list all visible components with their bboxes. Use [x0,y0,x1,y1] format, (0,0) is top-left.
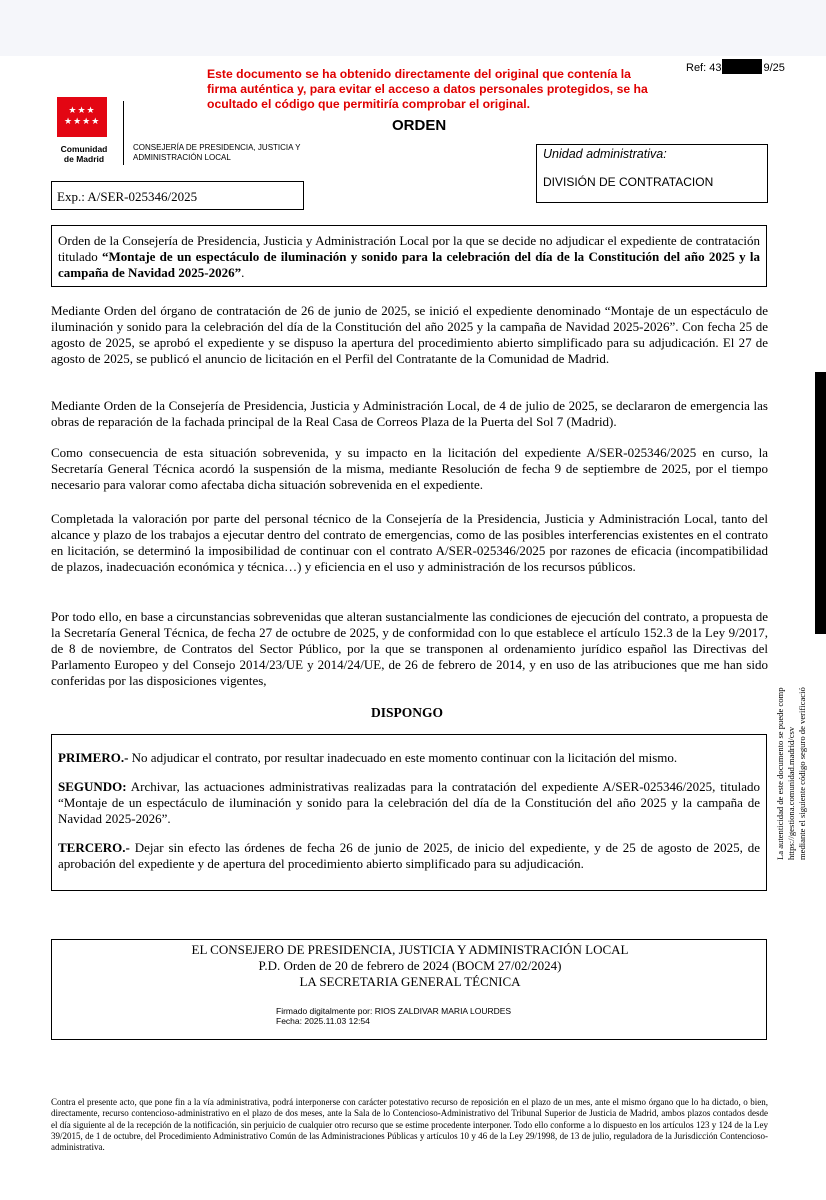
redaction-warning: Este documento se ha obtenido directamente del original que contenía la firma auténtica y, para evitar el acceso a datos personales protegidos, se ha ocultado el código que permitiría comprobar el original. [207,67,648,111]
paragraph-2: Mediante Orden de la Consejería de Presidencia, Justicia y Administración Local, de 4 de julio de 2025, se declararon de emergencia las obras de reparación de la fachada principal de la Real Casa de Correos Plaza de la Puerta del Sol 7 (Madrid). [51,398,768,429]
verification-note [775,660,821,860]
comunidad-madrid-logo [57,97,107,137]
paragraph-4: Completada la valoración por parte del personal técnico de la Consejería de la Presidencia, Justicia y Administración Local, tanto del alcance y plazo de los trabajos a ejecutar dentro del contrato de emergencias, como de las posibles interferencias existentes en el contrato en licitación, se determinó la imposibilidad de continuar con el contrato A/SER-025346/2025 por razones de eficacia (incompatibilidad de plazos, inadecuación económica y técnica…) y eficiencia en el uso y administración de los recursos públicos. [51,511,768,574]
consejeria-name: CONSEJERÍA DE PRESIDENCIA, JUSTICIA Y ADMINISTRACIÓN LOCAL [133,143,301,162]
digital-signature [276,1006,511,1026]
redaction-bar [722,59,762,74]
paragraph-5: Por todo ello, en base a circunstancias sobrevenidas que alteran sustancialmente las condiciones de ejecución del contrato, a propuesta de la Secretaría General Técnica, de fecha 27 de octubre de 2025, y de conformidad con lo que establece el artículo 152.3 de la Ley 9/2017, de 8 de noviembre, de Contratos del Sector Público, por la que se transponen al ordenamiento jurídico español las Directivas del Parlamento Europeo y del Consejo 2014/23/UE y 2014/24/UE, de 26 de febrero de 2014, y en uso de las atribuciones que me han sido conferidas por las disposiciones vigentes, [51,609,768,688]
dispongo-heading: DISPONGO [371,705,444,720]
disposition-label: TERCERO.- [58,840,130,855]
intro-title: “Montaje de un espectáculo de iluminación y sonido para la celebración del día de la Constitución del año 2025 y la campaña de Navidad 2025-2026” [58,249,761,280]
unidad-administrativa-box [536,144,768,203]
disposition-text: Archivar, las actuaciones administrativas realizadas para la contratación del expediente A/SER-025346/2025, titulado “Montaje de un espectáculo de iluminación y sonido para la celebración del día de la Constitución del año 2025 y la campaña de Navidad 2025-2026”. [58,779,760,826]
verification-black-bar [815,372,826,634]
paragraph-3: Como consecuencia de esta situación sobrevenida, y su impacto en la licitación del expediente A/SER-025346/2025 en curso, la Secretaría General Técnica acordó la suspensión de la misma, mediante Resolución de fecha 9 de septiembre de 2025, por el tiempo necesario para valorar como afectaba dicha situación sobrevenida en el expediente. [51,445,768,492]
document-title: ORDEN [392,117,447,134]
reference-number [686,59,785,74]
paragraph-1: Mediante Orden del órgano de contratación de 26 de junio de 2025, se inició el expediente denominado “Montaje de un espectáculo de iluminación y sonido para la celebración del día de la Constitución del año 2025 y la campaña de Navidad 2025-2026”. Con fecha 25 de agosto de 2025, se aprobó el expediente y se dispuso la apertura del procedimiento abierto simplificado para su adjudicación. El 27 de agosto de 2025, se publicó el anuncio de licitación en el Perfil del Contratante de la Comunidad de Madrid. [51,303,768,366]
signature-box [51,939,767,1040]
signer-role: LA SECRETARIA GENERAL TÉCNICA [299,974,521,989]
disposition-label: PRIMERO.- [58,750,129,765]
header-divider [123,101,124,165]
dispositions-box [51,734,767,891]
intro-end: . [241,265,245,280]
logo-line-1: Comunidad [60,144,108,154]
disposition-tercero [58,840,760,872]
delegation-order: P.D. Orden de 20 de febrero de 2024 (BOCM 27/02/2024) [258,958,562,973]
unidad-label: Unidad administrativa: [543,147,667,161]
logo-text [54,144,114,164]
unidad-value: DIVISIÓN DE CONTRATACION [543,175,714,189]
logo-line-2: de Madrid [63,154,105,164]
signature-date: Fecha: 2025.11.03 12:54 [276,1016,370,1026]
disposition-text: No adjudicar el contrato, por resultar inadecuado en este momento continuar con la licitación del mismo. [128,750,678,765]
verification-line-3: mediante el siguiente código seguro de verificació [797,687,807,860]
intro-text: Orden de la Consejería de Presidencia, Justicia y Administración Local por la que se decide no adjudicar el expediente de contratación titulado [58,233,760,264]
stars-icon: ★★★ ★★★★ [64,105,101,126]
signed-by: Firmado digitalmente por: RIOS ZALDIVAR MARIA LOURDES [276,1006,512,1016]
signature-lines [52,942,768,990]
intro-box [51,225,767,287]
signer-title: EL CONSEJERO DE PRESIDENCIA, JUSTICIA Y ADMINISTRACIÓN LOCAL [191,942,629,957]
disposition-text: Dejar sin efecto las órdenes de fecha 26 de junio de 2025, de inicio del expediente, y de 25 de agosto de 2025, de aprobación del expediente y de apertura del procedimiento abierto simplificado para su adjudicación. [58,840,760,871]
legal-footer: Contra el presente acto, que pone fin a la vía administrativa, podrá interponerse con carácter potestativo recurso de reposición en el plazo de un mes, ante el mismo órgano que lo ha dictado, o bien, directamente, recurso contencioso-administrativo en el plazo de dos meses, ante la Sala de lo Contencioso-Administrativo del Tribunal Superior de Justicia de Madrid, ambos plazos contados desde el día siguiente al de la recepción de la notificación, sin perjuicio de cualquier otro recurso que se estime procedente interponer. Todo ello conforme a lo dispuesto en los artículos 123 y 124 de la Ley 39/2015, de 1 de octubre, del Procedimiento Administrativo Común de las Administraciones Públicas y artículos 10 y 46 de la Ley 29/1998, de 13 de julio, reguladora de la Jurisdicción Contencioso-administrativa. [51,1097,768,1153]
verification-url[interactable]: https://gestiona.comunidad.madrid/csv [786,726,796,860]
ref-prefix: Ref: 43 [686,62,722,74]
disposition-primero [58,750,760,766]
verification-line-1: La autenticidad de este documento se puede comp [775,687,785,860]
viewer-top-bar [0,0,826,56]
disposition-label: SEGUNDO: [58,779,127,794]
ref-suffix: 9/25 [763,62,785,74]
disposition-segundo [58,779,760,827]
expediente-number: Exp.: A/SER-025346/2025 [57,189,198,204]
expediente-box [51,181,304,210]
